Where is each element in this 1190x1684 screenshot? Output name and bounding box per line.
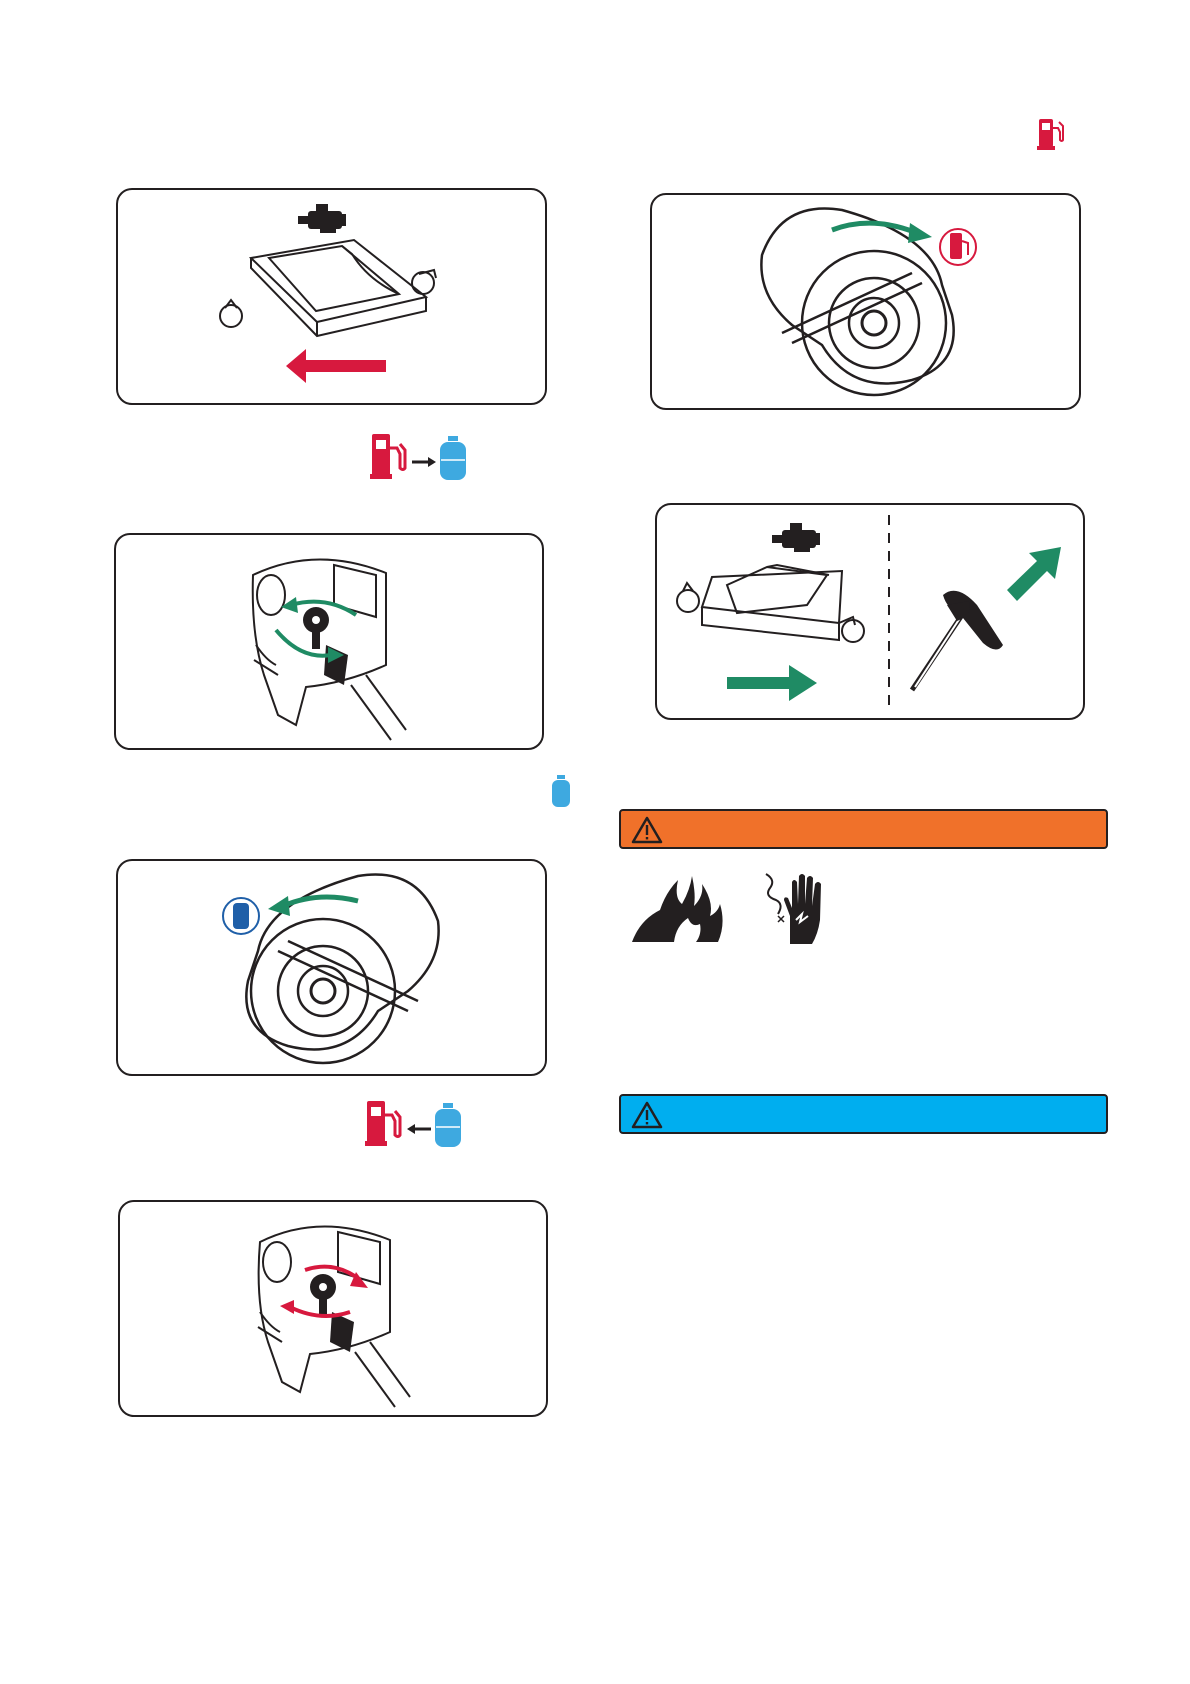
fuel-selector-knob-lpg bbox=[116, 859, 547, 1076]
engine-icon bbox=[298, 204, 346, 233]
lpg-knob-icon bbox=[839, 617, 864, 642]
fuel-to-lpg-icon bbox=[370, 432, 480, 482]
choke-knob-icon bbox=[220, 300, 242, 327]
warning-triangle-icon bbox=[631, 1101, 663, 1129]
lpg-valve-close-illustration bbox=[118, 1200, 548, 1417]
rocker-switch bbox=[702, 565, 842, 640]
warning-triangle-icon bbox=[631, 816, 663, 844]
lpg-cylinder-icon bbox=[550, 774, 572, 808]
choke-handle-icon bbox=[912, 591, 1003, 690]
choke-knob-icon bbox=[677, 583, 699, 612]
rocker-switch bbox=[251, 240, 426, 336]
fuel-selector-knob-gasoline bbox=[650, 193, 1081, 410]
arrow-up-right-green bbox=[1007, 547, 1061, 601]
lpg-valve-open-illustration bbox=[114, 533, 544, 750]
arrow-left-red bbox=[286, 349, 386, 383]
fuel-pump-icon bbox=[1037, 116, 1065, 150]
fuel-switch-illustration-gasoline bbox=[116, 188, 547, 405]
lpg-cylinder-icon bbox=[223, 898, 259, 934]
engine-icon bbox=[772, 523, 820, 552]
flammable-fire-icon bbox=[630, 872, 726, 944]
start-engine-choke-illustration bbox=[655, 503, 1085, 720]
fuel-pump-icon bbox=[940, 229, 976, 265]
arrow-right-green bbox=[727, 665, 817, 701]
caution-banner bbox=[619, 1094, 1108, 1134]
warning-banner bbox=[619, 809, 1108, 849]
lpg-knob-icon bbox=[412, 270, 436, 294]
lpg-to-fuel-icon bbox=[365, 1099, 475, 1149]
frostbite-hand-icon bbox=[762, 870, 834, 946]
